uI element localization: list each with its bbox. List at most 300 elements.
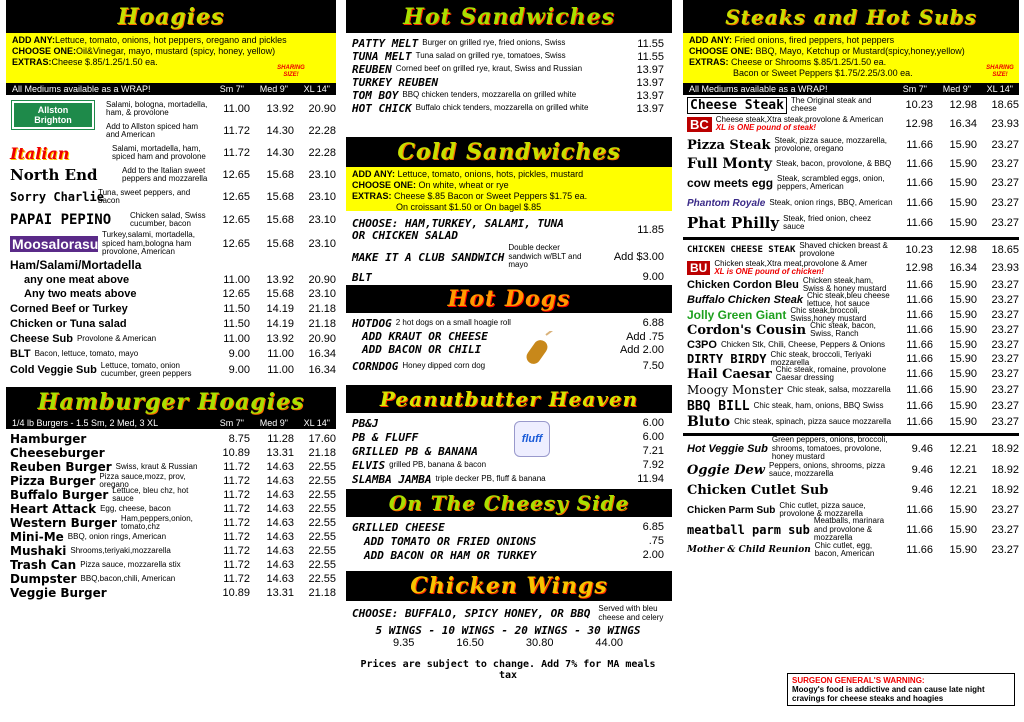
price: 15.90	[949, 158, 977, 170]
menu-item-row	[10, 165, 336, 185]
item-description: Tuna salad on grilled rye, tomatoes, Swiss	[415, 51, 566, 61]
price: 15.90	[949, 294, 977, 306]
price: 15.68	[266, 169, 294, 181]
item-note: XL is ONE pound of steak!	[715, 123, 817, 132]
price: 11.66	[906, 416, 933, 428]
menu-item-row	[687, 322, 1019, 338]
item-name: any one meat above	[24, 274, 130, 286]
menu-item-row	[687, 242, 1019, 258]
sharing-size-note-steaks: SHARING SIZE!	[986, 65, 1014, 78]
menu-item-row	[687, 540, 1019, 560]
item-description: Chic steak, ham, onions, BBQ Swiss	[753, 400, 884, 410]
price: 2.00	[642, 549, 664, 561]
item-name: BLT	[352, 270, 372, 284]
item-description: Chicken Stk, Chili, Cheese, Peppers & Onions	[720, 339, 886, 349]
item-description: Chic steak, broccoli, Teriyaki mozzarella	[770, 349, 872, 367]
menu-item-row	[687, 173, 1019, 193]
menu-item-row	[352, 89, 664, 102]
item-description: Chic cutlet, pizza sauce, provolone & mozzarella	[779, 500, 866, 518]
item-name: Hot Veggie Sub	[687, 443, 768, 455]
price: 15.90	[949, 339, 977, 351]
menu-item-row	[687, 366, 1019, 382]
item-name: Pizza Burger	[10, 474, 96, 488]
cheesy-header: On The Cheesy Side	[346, 489, 672, 517]
menu-item-row	[687, 480, 1019, 500]
menu-item-row	[10, 361, 336, 379]
item-description: Provolone & American	[76, 333, 157, 343]
price: 14.19	[266, 318, 294, 330]
hoagies-header: Hoagies	[6, 0, 336, 33]
hot-sandwiches-list	[346, 33, 672, 133]
price: 13.31	[266, 447, 294, 459]
item-name: Hail Caesar	[687, 366, 772, 382]
cold-sandwiches-list	[346, 211, 672, 284]
steaks-options: ADD ANY: Fried onions, fired peppers, hot peppers CHOOSE ONE: BBQ, Mayo, Ketchup or Mustard(spicy,honey,yellow) EXTRAS: Cheese or Shrooms $.85/1.25/1.50 ea. Bacon or Sweet Peppers $1.75/2.25/3.00 ea. SHARING SIZE!	[683, 33, 1019, 83]
menu-item-row	[10, 317, 336, 331]
wings-choose: CHOOSE: BUFFALO, SPICY HONEY, OR BBQ	[352, 607, 591, 620]
item-name: Ham/Salami/Mortadella	[10, 258, 142, 272]
price: 11.66	[906, 294, 933, 306]
item-name: ADD KRAUT OR CHEESE	[362, 330, 488, 343]
item-name: BLT	[10, 348, 31, 360]
item-name: Cheeseburger	[10, 446, 105, 460]
price: 13.92	[266, 333, 294, 345]
price: 22.28	[308, 147, 336, 159]
hot-dogs-list	[346, 313, 672, 383]
price: 12.21	[949, 484, 977, 496]
menu-item-row	[352, 102, 664, 115]
menu-item-row	[352, 548, 664, 562]
item-name: Chicken Cutlet Sub	[687, 482, 829, 498]
price: 20.90	[308, 333, 336, 345]
menu-item-row	[10, 331, 336, 347]
price: 10.89	[222, 587, 250, 599]
price: 14.30	[266, 125, 294, 137]
wings-prices: 9.35 16.50 30.80 44.00	[392, 637, 623, 649]
price: 13.31	[266, 587, 294, 599]
price: 15.90	[949, 544, 977, 556]
menu-item-row	[352, 416, 664, 430]
menu-item-row	[352, 63, 664, 76]
price: 14.63	[266, 461, 294, 473]
menu-item-row	[10, 485, 336, 503]
price: 23.10	[308, 214, 336, 226]
item-description: Chic steak, romaine, provolone Caesar dressing	[775, 364, 887, 382]
price: 21.18	[308, 318, 336, 330]
price: 11.94	[637, 473, 664, 485]
price: 11.72	[223, 489, 250, 501]
price: Add 2.00	[619, 343, 664, 356]
menu-item-row	[10, 273, 336, 287]
item-name: ADD BACON OR CHILI	[362, 343, 482, 356]
price: 22.55	[308, 503, 336, 515]
item-name: Moogy Monster	[687, 383, 784, 397]
item-description: Ham,peppers,onion, tomato,chz	[120, 513, 193, 531]
item-name: REUBEN	[352, 63, 392, 76]
item-description: Green peppers, onions, broccoli, shrooms, tomatoes, provolone, honey mustard	[771, 435, 888, 462]
price: 11.66	[906, 544, 933, 556]
item-description: Burger on grilled rye, fried onions, Swiss	[422, 38, 566, 48]
item-description: Pizza sauce,mozz, prov, oregano	[99, 471, 186, 489]
item-name: PB & FLUFF	[352, 430, 419, 444]
price: 10.89	[222, 447, 250, 459]
menu-item-row	[687, 97, 1019, 113]
price: 22.28	[308, 125, 336, 137]
price: 23.27	[991, 324, 1019, 336]
price: 13.97	[636, 63, 664, 76]
price: 15.90	[949, 353, 977, 365]
burgers-bar: 1/4 lb Burgers - 1.5 Sm, 2 Med, 3 XL Sm 7" Med 9" XL 14"	[6, 417, 336, 429]
item-description: Pizza sauce, mozzarella stix	[80, 559, 181, 569]
price: 11.72	[223, 475, 250, 487]
item-name: Pizza Steak	[687, 137, 771, 153]
item-description: Steak, bacon, provolone, & BBQ	[776, 158, 892, 168]
price: 12.65	[222, 238, 250, 250]
menu-item-row	[687, 398, 1019, 414]
item-name: MAKE IT A CLUB SANDWICH	[352, 250, 505, 264]
price: 14.63	[266, 503, 294, 515]
menu-item-row	[352, 37, 664, 50]
price: 11.66	[906, 504, 933, 516]
price: 22.55	[308, 545, 336, 557]
menu-item-row	[352, 430, 664, 444]
item-name: PATTY MELT	[352, 37, 419, 50]
item-description: Egg, cheese, bacon	[100, 503, 171, 513]
item-description: BBQ chicken tenders, mozzarella on grilled white	[402, 90, 577, 100]
price: 11.66	[906, 279, 933, 291]
sharing-size-note: SHARING SIZE!	[277, 65, 305, 78]
item-description: Shrooms,teriyaki,mozzarella	[70, 545, 171, 555]
menu-item-row	[10, 301, 336, 317]
item-name: BBQ BILL	[687, 398, 750, 414]
price: 15.68	[266, 191, 294, 203]
price: 12.98	[949, 244, 977, 256]
price: 11.66	[906, 400, 933, 412]
price: 11.72	[223, 461, 250, 473]
item-name: HOTDOG	[352, 316, 392, 330]
item-name: Mushaki	[10, 544, 67, 558]
wings-header: Chicken Wings	[346, 571, 672, 601]
item-description: Peppers, onions, shrooms, pizza sauce, mozzarella	[768, 460, 886, 478]
menu-item-row	[10, 530, 336, 544]
cold-options: ADD ANY: Lettuce, tomato, onions, hots, pickles, mustard CHOOSE ONE: On white, wheat or rye EXTRAS: Cheese $.85 Bacon or Sweet Peppers $1.75 ea. On croissant $1.50 or On bagel $.85	[346, 167, 672, 211]
allston-brighton-sign: Allston Brighton	[12, 101, 94, 129]
item-description: grilled PB, banana & bacon	[389, 459, 487, 469]
price: 20.90	[308, 274, 336, 286]
item-description: BBQ, onion rings, American	[67, 531, 167, 541]
menu-item-row	[352, 316, 664, 330]
item-name: PAPAI PEPINO	[10, 212, 112, 228]
menu-item-row	[687, 414, 1019, 430]
menu-item-row	[687, 155, 1019, 173]
price: 11.50	[223, 318, 250, 330]
menu-item-row	[10, 513, 336, 531]
item-name: Buffalo Burger	[10, 488, 109, 502]
price: 8.75	[228, 433, 250, 445]
item-description: Buffalo chick tenders, mozzarella on grilled white	[415, 103, 589, 113]
price: 6.00	[642, 417, 664, 429]
price: 11.72	[223, 517, 250, 529]
menu-item-row	[687, 382, 1019, 398]
menu-item-row	[10, 231, 336, 257]
price: 11.00	[267, 348, 294, 360]
item-name: Full Monty	[687, 156, 772, 172]
item-name: Mini-Me	[10, 530, 64, 544]
item-description: Bacon, lettuce, tomato, mayo	[34, 348, 139, 358]
item-name: ADD BACON OR HAM OR TURKEY	[364, 548, 537, 562]
price: 15.68	[266, 288, 294, 300]
price: 18.92	[991, 484, 1019, 496]
item-name: Cold Veggie Sub	[10, 364, 97, 376]
middle-column	[346, 0, 672, 681]
item-description: Steak, scrambled eggs, onion, peppers, American	[777, 173, 885, 191]
price: 7.50	[642, 360, 664, 372]
right-column	[683, 0, 1019, 703]
burgers-header: Hamburger Hoagies	[6, 387, 336, 417]
menu-item-row	[10, 347, 336, 361]
menu-item-row	[352, 50, 664, 63]
hoagies-options: ADD ANY:Lettuce, tomato, onions, hot peppers, oregano and pickles CHOOSE ONE:Oil&Vinegar, mayo, mustard (spicy, honey, yellow) EXTRAS:Cheese $.85/1.25/1.50 ea. SHARING SIZE!	[6, 33, 336, 83]
price: 22.55	[308, 573, 336, 585]
item-name: Jolly Green Giant	[687, 308, 787, 322]
item-name: Phat Philly	[687, 214, 780, 232]
item-name: ADD TOMATO OR FRIED ONIONS	[364, 534, 537, 548]
chicken-list	[683, 240, 1019, 430]
price: 15.90	[949, 368, 977, 380]
price: 23.10	[308, 169, 336, 181]
item-name: C3PO	[687, 339, 717, 351]
menu-item-row	[10, 446, 336, 460]
price: 23.93	[991, 118, 1019, 130]
price: 23.27	[991, 339, 1019, 351]
item-description: Tuna, sweet peppers, and bacon	[98, 187, 191, 205]
item-name: TUNA MELT	[352, 50, 412, 63]
fluff-jar-icon: fluff	[514, 421, 550, 457]
item-name: Cordon's Cousin	[687, 322, 807, 338]
price: 11.00	[223, 333, 250, 345]
price: 11.00	[267, 364, 294, 376]
price: 18.92	[991, 443, 1019, 455]
menu-item-row	[352, 76, 664, 89]
price: 15.90	[949, 279, 977, 291]
price: 14.19	[266, 303, 294, 315]
item-description: Honey dipped corn dog	[402, 360, 486, 370]
price: 6.85	[642, 521, 664, 533]
menu-item-row	[352, 356, 664, 376]
menu-item-row	[10, 558, 336, 572]
price: 14.63	[266, 531, 294, 543]
price: 11.28	[267, 433, 294, 445]
wings-served: Served with bleu cheese and celery	[598, 604, 664, 622]
price: Add .75	[626, 330, 664, 343]
item-name: GRILLED CHEESE	[352, 520, 445, 534]
price: 11.00	[223, 103, 250, 115]
price: 18.92	[991, 464, 1019, 476]
item-name: cow meets egg	[687, 176, 774, 190]
item-name: Cheese Steak	[687, 97, 787, 114]
item-name: Chicken Cordon Bleu	[687, 279, 799, 291]
menu-item-row	[10, 572, 336, 586]
price: 23.27	[991, 416, 1019, 428]
item-name: Bluto	[687, 414, 731, 430]
item-description: Chic steak,broccoli, Swiss,honey mustard	[790, 305, 867, 323]
item-name: North End	[10, 166, 98, 184]
price: 23.27	[991, 197, 1019, 209]
price: 11.55	[637, 50, 664, 63]
price: 7.21	[642, 445, 664, 457]
item-name: meatball parm sub	[687, 523, 810, 537]
item-name: Moosalorasus	[12, 236, 107, 252]
price: 11.72	[223, 545, 250, 557]
item-name: Cheese Sub	[10, 333, 73, 345]
item-description: Lettuce, bleu chz, hot sauce	[112, 485, 189, 503]
item-name: Reuben Burger	[10, 460, 112, 474]
price: 23.27	[991, 384, 1019, 396]
item-description: Steak, fried onion, cheez sauce	[783, 213, 872, 231]
item-name: Oggie Dew	[687, 462, 765, 478]
price: 14.63	[266, 545, 294, 557]
cold-sandwiches-header: Cold Sandwiches	[346, 137, 672, 167]
price: 12.21	[949, 443, 977, 455]
price: 23.27	[991, 177, 1019, 189]
item-name: Chicken or Tuna salad	[10, 318, 127, 330]
menu-item-row	[352, 245, 664, 269]
price: 23.27	[991, 400, 1019, 412]
item-name: Phantom Royale	[687, 197, 766, 209]
price: 15.90	[949, 400, 977, 412]
burgers-list	[6, 429, 336, 600]
price-footer: Prices are subject to change. Add 7% for MA meals tax	[360, 659, 656, 681]
menu-item-row	[352, 444, 664, 458]
menu-item-row	[687, 516, 1019, 543]
item-name: Trash Can	[10, 558, 77, 572]
price: 15.90	[949, 197, 977, 209]
price: 11.55	[637, 37, 664, 50]
price: 10.23	[905, 244, 933, 256]
price: 11.00	[223, 274, 250, 286]
item-description: Salami, bologna, mortadella, ham, & provolone	[106, 99, 208, 117]
item-name: Mother & Child Reunion	[687, 545, 811, 555]
price: 16.34	[949, 262, 977, 274]
item-name: Veggie Burger	[10, 586, 107, 600]
item-description: Steak, onion rings, BBQ, American	[769, 197, 893, 207]
item-description: Turkey,salami, mortadella, spiced ham,bologna ham provolone, American	[102, 230, 195, 257]
menu-item-row	[687, 213, 1019, 233]
item-description: Add to the Italian sweet peppers and mozzarella	[122, 165, 208, 183]
price: 11.66	[906, 524, 933, 536]
menu-item-row	[10, 287, 336, 301]
price: 11.66	[906, 384, 933, 396]
price: 23.93	[991, 262, 1019, 274]
item-name: CORNDOG	[352, 359, 399, 373]
price: 11.66	[906, 368, 933, 380]
menu-item-row	[352, 269, 664, 285]
price: 11.66	[906, 353, 933, 365]
price: 11.72	[223, 531, 250, 543]
item-description: Shaved chicken breast & provolone	[799, 240, 888, 258]
price: 15.68	[266, 214, 294, 226]
price: 23.27	[991, 279, 1019, 291]
price: 13.97	[636, 102, 664, 115]
price: 12.65	[222, 288, 250, 300]
wings-section	[346, 601, 672, 681]
menu-item-row	[352, 343, 664, 356]
menu-item-row	[10, 141, 336, 165]
price: 11.66	[906, 339, 933, 351]
item-name: BC	[687, 117, 712, 132]
menu-item-row	[10, 257, 336, 273]
menu-item-row	[687, 113, 1019, 135]
item-description: Chic cutlet, egg, bacon, American	[814, 540, 875, 558]
price: 14.63	[266, 573, 294, 585]
price: 11.66	[906, 158, 933, 170]
price: 16.34	[949, 118, 977, 130]
hot-dogs-header: Hot Dogs	[346, 285, 672, 313]
price: 11.66	[906, 197, 933, 209]
price: 21.18	[308, 447, 336, 459]
item-description: triple decker PB, fluff & banana	[435, 473, 546, 483]
price: 23.27	[991, 504, 1019, 516]
item-name: CHICKEN CHEESE STEAK	[687, 245, 796, 255]
price: 14.63	[266, 489, 294, 501]
item-description: Chic steak, spinach, pizza sauce mozzarella	[734, 416, 892, 426]
price: 17.60	[308, 433, 336, 445]
item-description: Lettuce, tomato, onion cucumber, green peppers	[100, 360, 192, 378]
price: 14.63	[266, 475, 294, 487]
price: 22.55	[308, 475, 336, 487]
item-description: The Original steak and cheese	[790, 95, 872, 113]
menu-item-row	[687, 193, 1019, 213]
price: Add $3.00	[613, 251, 664, 263]
steaks-list	[683, 95, 1019, 233]
item-name: HOT CHICK	[352, 102, 412, 115]
price: 22.55	[308, 517, 336, 529]
item-name: Hamburger	[10, 432, 87, 446]
item-name: Sorry Charlie	[10, 190, 104, 204]
price: 23.10	[308, 238, 336, 250]
price: 15.90	[949, 384, 977, 396]
price: 12.98	[949, 99, 977, 111]
item-name: ELVIS	[352, 458, 386, 472]
menu-item-row	[352, 330, 664, 343]
price: 20.90	[308, 103, 336, 115]
price: 10.23	[905, 99, 933, 111]
price: 14.63	[266, 517, 294, 529]
price: 13.92	[266, 103, 294, 115]
item-note: XL is ONE pound of chicken!	[714, 267, 824, 276]
price: 11.72	[223, 503, 250, 515]
menu-item-row	[687, 135, 1019, 155]
menu-item-row	[352, 520, 664, 534]
price: 15.90	[949, 139, 977, 151]
item-name: Italian	[10, 143, 70, 163]
price: 14.30	[266, 147, 294, 159]
price: 13.97	[636, 76, 664, 89]
item-description: Chicken steak,ham, Swiss & honey mustard	[802, 275, 887, 293]
price: 16.34	[308, 348, 336, 360]
price: 15.90	[949, 177, 977, 189]
item-description: Steak, pizza sauce, mozzarella, provolone, oregano	[774, 135, 888, 153]
price: 9.00	[228, 348, 250, 360]
item-description: Chicken steak,Xtra meat,provolone & Amer XL is ONE pound of chicken!	[714, 260, 893, 277]
price: 21.18	[308, 587, 336, 599]
menu-item-row	[10, 586, 336, 600]
pb-header: Peanutbutter Heaven	[346, 385, 672, 413]
hoagies-wrap-bar: All Mediums available as a WRAP! Sm 7" Med 9" XL 14"	[6, 83, 336, 95]
price: 12.98	[905, 118, 933, 130]
item-description: Meatballs, marinara and provolone & mozzarella	[813, 516, 885, 543]
left-column	[6, 0, 336, 600]
